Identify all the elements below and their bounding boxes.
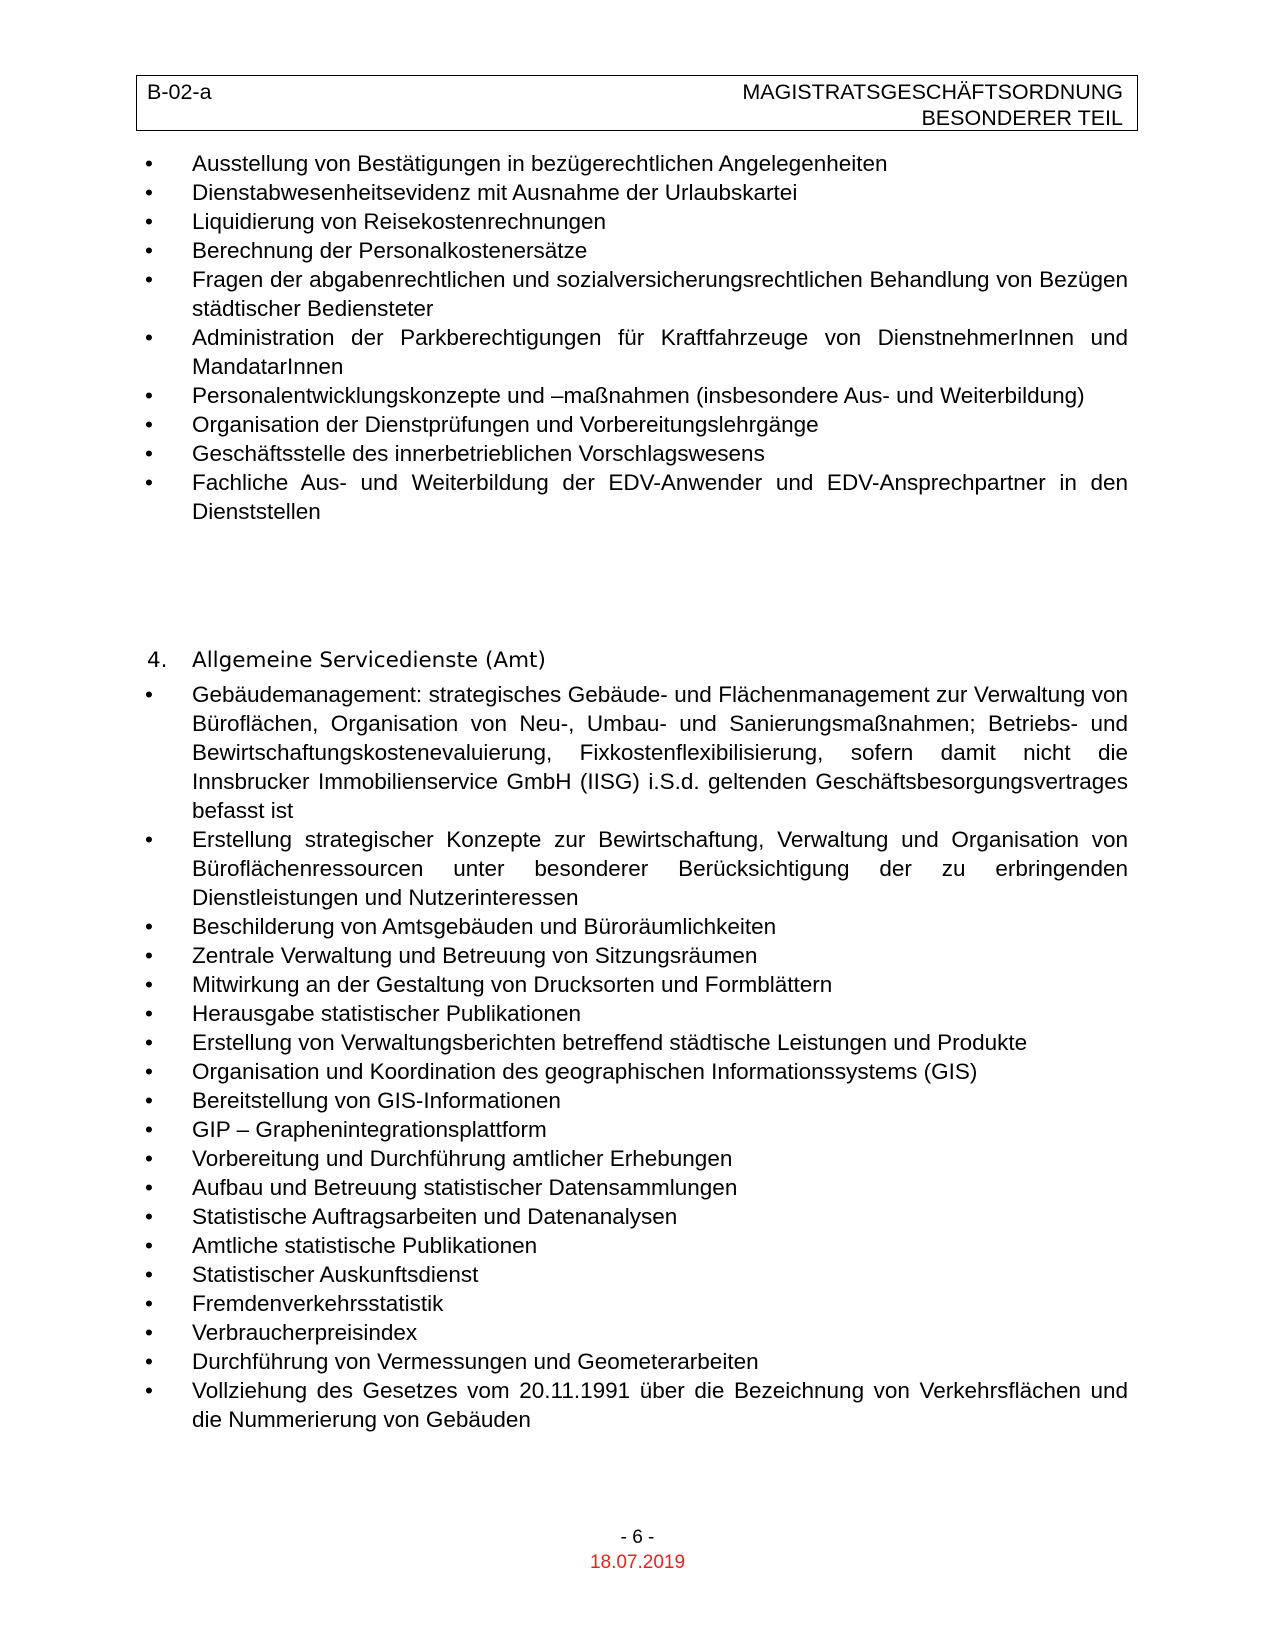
page-header bbox=[136, 75, 1138, 131]
list-item bbox=[142, 1318, 1128, 1347]
bullet-icon: • bbox=[145, 1233, 153, 1258]
list-item-text: Organisation und Koordination des geographischen Informationssystems (GIS) bbox=[192, 1059, 978, 1084]
bullet-icon: • bbox=[145, 1204, 153, 1229]
list-item bbox=[142, 1115, 1128, 1144]
list-item-text: Personalentwicklungskonzepte und –maßnahmen (insbesondere Aus- und Weiterbildung) bbox=[192, 383, 1085, 408]
bullet-icon: • bbox=[145, 1349, 153, 1374]
bullet-icon: • bbox=[145, 238, 153, 263]
responsibilities-list-1 bbox=[142, 149, 1128, 526]
list-item bbox=[142, 1173, 1128, 1202]
list-item bbox=[142, 439, 1128, 468]
list-item-text: Bereitstellung von GIS-Informationen bbox=[192, 1088, 561, 1113]
bullet-icon: • bbox=[145, 1291, 153, 1316]
list-item bbox=[142, 178, 1128, 207]
bullet-icon: • bbox=[145, 827, 153, 852]
list-item-text: Fremdenverkehrsstatistik bbox=[192, 1291, 444, 1316]
bullet-icon: • bbox=[145, 682, 153, 707]
list-item bbox=[142, 970, 1128, 999]
bullet-icon: • bbox=[145, 209, 153, 234]
list-item-text: Fragen der abgabenrechtlichen und sozialversicherungsrechtlichen Behandlung von Bezügen städtischer Bediensteter bbox=[192, 267, 1128, 321]
list-item-text: Liquidierung von Reisekostenrechnungen bbox=[192, 209, 607, 234]
list-item bbox=[142, 207, 1128, 236]
list-item bbox=[142, 236, 1128, 265]
list-item-text: Berechnung der Personalkostenersätze bbox=[192, 238, 588, 263]
bullet-icon: • bbox=[145, 470, 153, 495]
list-item bbox=[142, 323, 1128, 381]
list-item bbox=[142, 149, 1128, 178]
list-item bbox=[142, 1376, 1128, 1434]
list-item bbox=[142, 265, 1128, 323]
list-item-text: Aufbau und Betreuung statistischer Datensammlungen bbox=[192, 1175, 738, 1200]
list-item-text: Verbraucherpreisindex bbox=[192, 1320, 418, 1345]
bullet-icon: • bbox=[145, 1030, 153, 1055]
list-item-text: Vorbereitung und Durchführung amtlicher Erhebungen bbox=[192, 1146, 733, 1171]
bullet-icon: • bbox=[145, 267, 153, 292]
bullet-icon: • bbox=[145, 972, 153, 997]
list-item-text: Vollziehung des Gesetzes vom 20.11.1991 über die Bezeichnung von Verkehrsflächen und die Nummerierung von Gebäuden bbox=[192, 1378, 1128, 1432]
header-title-line1: MAGISTRATSGESCHÄFTSORDNUNG bbox=[742, 80, 1123, 104]
section-number: 4. bbox=[147, 648, 168, 673]
list-item-text: Beschilderung von Amtsgebäuden und Büroräumlichkeiten bbox=[192, 914, 777, 939]
bullet-icon: • bbox=[145, 1320, 153, 1345]
bullet-icon: • bbox=[145, 151, 153, 176]
document-id: B-02-a bbox=[147, 80, 212, 104]
list-item bbox=[142, 1289, 1128, 1318]
bullet-icon: • bbox=[145, 1059, 153, 1084]
bullet-icon: • bbox=[145, 1175, 153, 1200]
section-heading bbox=[147, 646, 546, 675]
list-item-text: Statistischer Auskunftsdienst bbox=[192, 1262, 479, 1287]
list-item-text: Mitwirkung an der Gestaltung von Drucksorten und Formblättern bbox=[192, 972, 833, 997]
list-item bbox=[142, 999, 1128, 1028]
bullet-icon: • bbox=[145, 1378, 153, 1403]
bullet-icon: • bbox=[145, 1088, 153, 1113]
list-item-text: Herausgabe statistischer Publikationen bbox=[192, 1001, 581, 1026]
list-item-text: Gebäudemanagement: strategisches Gebäude- und Flächenmanagement zur Verwaltung von Büroflächen, Organisation von Neu-, Umbau- und Sanierungsmaßnahmen; Betriebs- und Bewirtschaftungskostenevaluierung, Fixkostenflexibilisierung, sofern damit nicht die Innsbrucker Immobilienservice GmbH (IISG) i.S.d. geltenden Geschäftsbesorgungsvertrages befasst ist bbox=[192, 682, 1128, 823]
list-item bbox=[142, 410, 1128, 439]
list-item bbox=[142, 941, 1128, 970]
header-title-line2: BESONDERER TEIL bbox=[921, 106, 1123, 130]
list-item-text: Fachliche Aus- und Weiterbildung der EDV-Anwender und EDV-Ansprechpartner in den Dienststellen bbox=[192, 470, 1128, 524]
list-item-text: Erstellung von Verwaltungsberichten betreffend städtische Leistungen und Produkte bbox=[192, 1030, 1028, 1055]
list-item-text: Administration der Parkberechtigungen für Kraftfahrzeuge von DienstnehmerInnen und MandatarInnen bbox=[192, 325, 1128, 379]
list-item bbox=[142, 1202, 1128, 1231]
list-item-text: Erstellung strategischer Konzepte zur Bewirtschaftung, Verwaltung und Organisation von Büroflächenressourcen unter besonderer Berücksichtigung der zu erbringenden Dienstleistungen und Nutzerinteressen bbox=[192, 827, 1128, 910]
section-title: Allgemeine Servicedienste (Amt) bbox=[192, 648, 546, 673]
list-item-text: Zentrale Verwaltung und Betreuung von Sitzungsräumen bbox=[192, 943, 758, 968]
bullet-icon: • bbox=[145, 180, 153, 205]
list-item-text: Amtliche statistische Publikationen bbox=[192, 1233, 538, 1258]
bullet-icon: • bbox=[145, 441, 153, 466]
bullet-icon: • bbox=[145, 412, 153, 437]
responsibilities-list-2 bbox=[142, 680, 1128, 1434]
list-item bbox=[142, 1347, 1128, 1376]
list-item bbox=[142, 1231, 1128, 1260]
list-item bbox=[142, 1057, 1128, 1086]
bullet-icon: • bbox=[145, 1117, 153, 1142]
bullet-icon: • bbox=[145, 383, 153, 408]
page-number: - 6 - bbox=[620, 1527, 655, 1548]
list-item bbox=[142, 1028, 1128, 1057]
list-item-text: Organisation der Dienstprüfungen und Vorbereitungslehrgänge bbox=[192, 412, 819, 437]
bullet-icon: • bbox=[145, 1001, 153, 1026]
list-item-text: Geschäftsstelle des innerbetrieblichen Vorschlagswesens bbox=[192, 441, 765, 466]
bullet-icon: • bbox=[145, 325, 153, 350]
list-item bbox=[142, 680, 1128, 825]
list-item bbox=[142, 468, 1128, 526]
list-item bbox=[142, 1086, 1128, 1115]
list-item bbox=[142, 912, 1128, 941]
list-item bbox=[142, 825, 1128, 912]
list-item-text: Ausstellung von Bestätigungen in bezügerechtlichen Angelegenheiten bbox=[192, 151, 888, 176]
bullet-icon: • bbox=[145, 1146, 153, 1171]
bullet-icon: • bbox=[145, 943, 153, 968]
list-item bbox=[142, 381, 1128, 410]
list-item-text: Statistische Auftragsarbeiten und Datenanalysen bbox=[192, 1204, 678, 1229]
list-item bbox=[142, 1144, 1128, 1173]
list-item-text: Dienstabwesenheitsevidenz mit Ausnahme der Urlaubskartei bbox=[192, 180, 798, 205]
list-item bbox=[142, 1260, 1128, 1289]
list-item-text: GIP – Graphenintegrationsplattform bbox=[192, 1117, 547, 1142]
bullet-icon: • bbox=[145, 1262, 153, 1287]
bullet-icon: • bbox=[145, 914, 153, 939]
page-date: 18.07.2019 bbox=[589, 1552, 686, 1573]
list-item-text: Durchführung von Vermessungen und Geometerarbeiten bbox=[192, 1349, 759, 1374]
header-title-block bbox=[742, 79, 1123, 131]
